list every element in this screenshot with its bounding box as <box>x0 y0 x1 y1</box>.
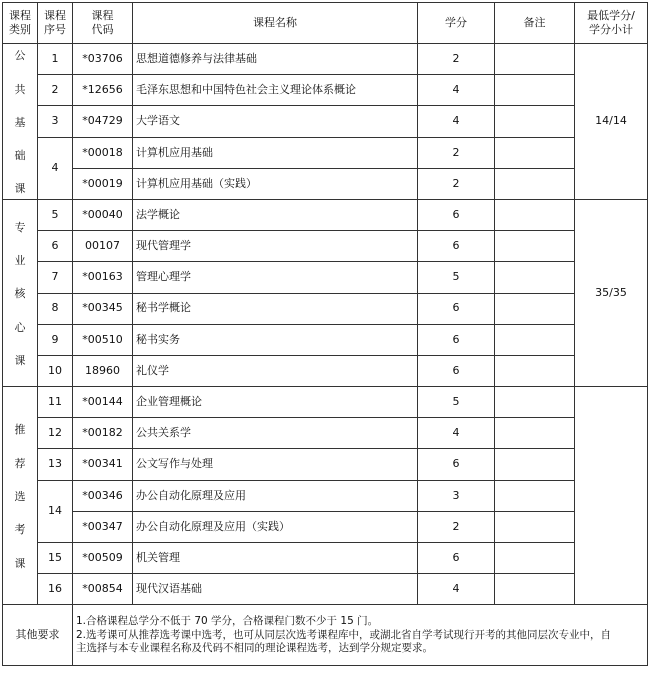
credit-cell: 5 <box>418 387 495 418</box>
seq-cell: 8 <box>38 293 73 324</box>
remark-cell <box>495 324 575 355</box>
remark-cell <box>495 574 575 605</box>
code-cell: *00509 <box>73 543 133 574</box>
name-cell: 现代管理学 <box>133 231 418 262</box>
seq-cell: 10 <box>38 355 73 386</box>
table-row <box>3 511 648 542</box>
credit-cell: 5 <box>418 262 495 293</box>
name-cell: 思想道德修养与法律基础 <box>133 44 418 75</box>
remark-cell <box>495 480 575 511</box>
name-cell: 毛泽东思想和中国特色社会主义理论体系概论 <box>133 75 418 106</box>
header-remark: 备注 <box>495 3 575 44</box>
remark-cell <box>495 262 575 293</box>
name-cell: 计算机应用基础 <box>133 137 418 168</box>
credit-cell: 3 <box>418 480 495 511</box>
code-cell: *00341 <box>73 449 133 480</box>
code-cell: *00347 <box>73 511 133 542</box>
table-row <box>3 106 648 137</box>
note-line: 主选择与本专业课程名称及代码不相同的理论课程选考，达到学分规定要求。 <box>76 642 433 655</box>
table-row <box>3 44 648 75</box>
code-cell: *00854 <box>73 574 133 605</box>
seq-cell: 6 <box>38 231 73 262</box>
course-table <box>2 2 648 666</box>
name-cell: 礼仪学 <box>133 355 418 386</box>
subtotal-cell-public: 14/14 <box>575 44 648 200</box>
name-cell: 管理心理学 <box>133 262 418 293</box>
code-cell: *00345 <box>73 293 133 324</box>
code-cell: *00018 <box>73 137 133 168</box>
header-name: 课程名称 <box>133 3 418 44</box>
footer-row <box>3 605 648 666</box>
code-cell: *00163 <box>73 262 133 293</box>
name-cell: 大学语文 <box>133 106 418 137</box>
seq-cell: 3 <box>38 106 73 137</box>
remark-cell <box>495 449 575 480</box>
name-cell: 秘书学概论 <box>133 293 418 324</box>
remark-cell <box>495 293 575 324</box>
seq-cell: 14 <box>38 480 73 542</box>
table-row <box>3 543 648 574</box>
header-row <box>3 3 648 44</box>
category-cell-elective: 推 荐 选 考 课 <box>3 387 38 605</box>
table-row <box>3 574 648 605</box>
code-cell: *12656 <box>73 75 133 106</box>
credit-cell: 2 <box>418 511 495 542</box>
credit-cell: 6 <box>418 231 495 262</box>
header-category: 课程 类别 <box>3 3 38 44</box>
remark-cell <box>495 231 575 262</box>
name-cell: 办公自动化原理及应用 <box>133 480 418 511</box>
code-cell: *03706 <box>73 44 133 75</box>
credit-cell: 6 <box>418 199 495 230</box>
seq-cell: 1 <box>38 44 73 75</box>
remark-cell <box>495 137 575 168</box>
remark-cell <box>495 75 575 106</box>
name-cell: 公共关系学 <box>133 418 418 449</box>
seq-cell: 2 <box>38 75 73 106</box>
credit-cell: 6 <box>418 355 495 386</box>
remark-cell <box>495 168 575 199</box>
name-cell: 办公自动化原理及应用（实践） <box>133 511 418 542</box>
remark-cell <box>495 543 575 574</box>
code-cell: *00144 <box>73 387 133 418</box>
remark-cell <box>495 199 575 230</box>
remark-cell <box>495 418 575 449</box>
subtotal-cell-core: 35/35 <box>575 199 648 386</box>
category-cell-core: 专 业 核 心 课 <box>3 199 38 386</box>
seq-cell: 5 <box>38 199 73 230</box>
credit-cell: 4 <box>418 75 495 106</box>
code-cell: *04729 <box>73 106 133 137</box>
table-row <box>3 418 648 449</box>
code-cell: 00107 <box>73 231 133 262</box>
credit-cell: 2 <box>418 137 495 168</box>
name-cell: 公文写作与处理 <box>133 449 418 480</box>
note-line: 1.合格课程总学分不低于 70 学分，合格课程门数不少于 15 门。 <box>76 614 379 627</box>
header-credit: 学分 <box>418 3 495 44</box>
header-code: 课程 代码 <box>73 3 133 44</box>
name-cell: 法学概论 <box>133 199 418 230</box>
seq-cell: 13 <box>38 449 73 480</box>
table-row <box>3 231 648 262</box>
header-seq: 课程 序号 <box>38 3 73 44</box>
credit-cell: 6 <box>418 293 495 324</box>
seq-cell: 15 <box>38 543 73 574</box>
table-row <box>3 293 648 324</box>
other-requirements-label: 其他要求 <box>3 605 73 666</box>
credit-cell: 4 <box>418 574 495 605</box>
remark-cell <box>495 355 575 386</box>
credit-cell: 6 <box>418 324 495 355</box>
table-row <box>3 199 648 230</box>
remark-cell <box>495 106 575 137</box>
table-row <box>3 137 648 168</box>
credit-cell: 4 <box>418 106 495 137</box>
table-row <box>3 480 648 511</box>
seq-cell: 7 <box>38 262 73 293</box>
credit-cell: 2 <box>418 44 495 75</box>
other-requirements-notes <box>73 605 648 666</box>
code-cell: *00346 <box>73 480 133 511</box>
remark-cell <box>495 387 575 418</box>
table-row <box>3 324 648 355</box>
seq-cell: 4 <box>38 137 73 199</box>
table-row <box>3 449 648 480</box>
remark-cell <box>495 511 575 542</box>
code-cell: *00040 <box>73 199 133 230</box>
seq-cell: 11 <box>38 387 73 418</box>
remark-cell <box>495 44 575 75</box>
note-line: 2.选考课可从推荐选考课中选考，也可从同层次选考课程库中，或湖北省自学考试现行开考的其他同层次专业中，自 <box>76 628 612 641</box>
table-row <box>3 168 648 199</box>
subtotal-cell-elective <box>575 387 648 605</box>
table-row <box>3 387 648 418</box>
table-row <box>3 75 648 106</box>
seq-cell: 16 <box>38 574 73 605</box>
seq-cell: 12 <box>38 418 73 449</box>
seq-cell: 9 <box>38 324 73 355</box>
category-cell-public: 公 共 基 础 课 <box>3 44 38 200</box>
credit-cell: 4 <box>418 418 495 449</box>
name-cell: 计算机应用基础（实践） <box>133 168 418 199</box>
credit-cell: 6 <box>418 449 495 480</box>
code-cell: 18960 <box>73 355 133 386</box>
name-cell: 秘书实务 <box>133 324 418 355</box>
name-cell: 现代汉语基础 <box>133 574 418 605</box>
header-min-credit: 最低学分/ 学分小计 <box>575 3 648 44</box>
credit-cell: 2 <box>418 168 495 199</box>
table-row <box>3 262 648 293</box>
name-cell: 企业管理概论 <box>133 387 418 418</box>
table-row <box>3 355 648 386</box>
code-cell: *00182 <box>73 418 133 449</box>
code-cell: *00019 <box>73 168 133 199</box>
code-cell: *00510 <box>73 324 133 355</box>
credit-cell: 6 <box>418 543 495 574</box>
name-cell: 机关管理 <box>133 543 418 574</box>
